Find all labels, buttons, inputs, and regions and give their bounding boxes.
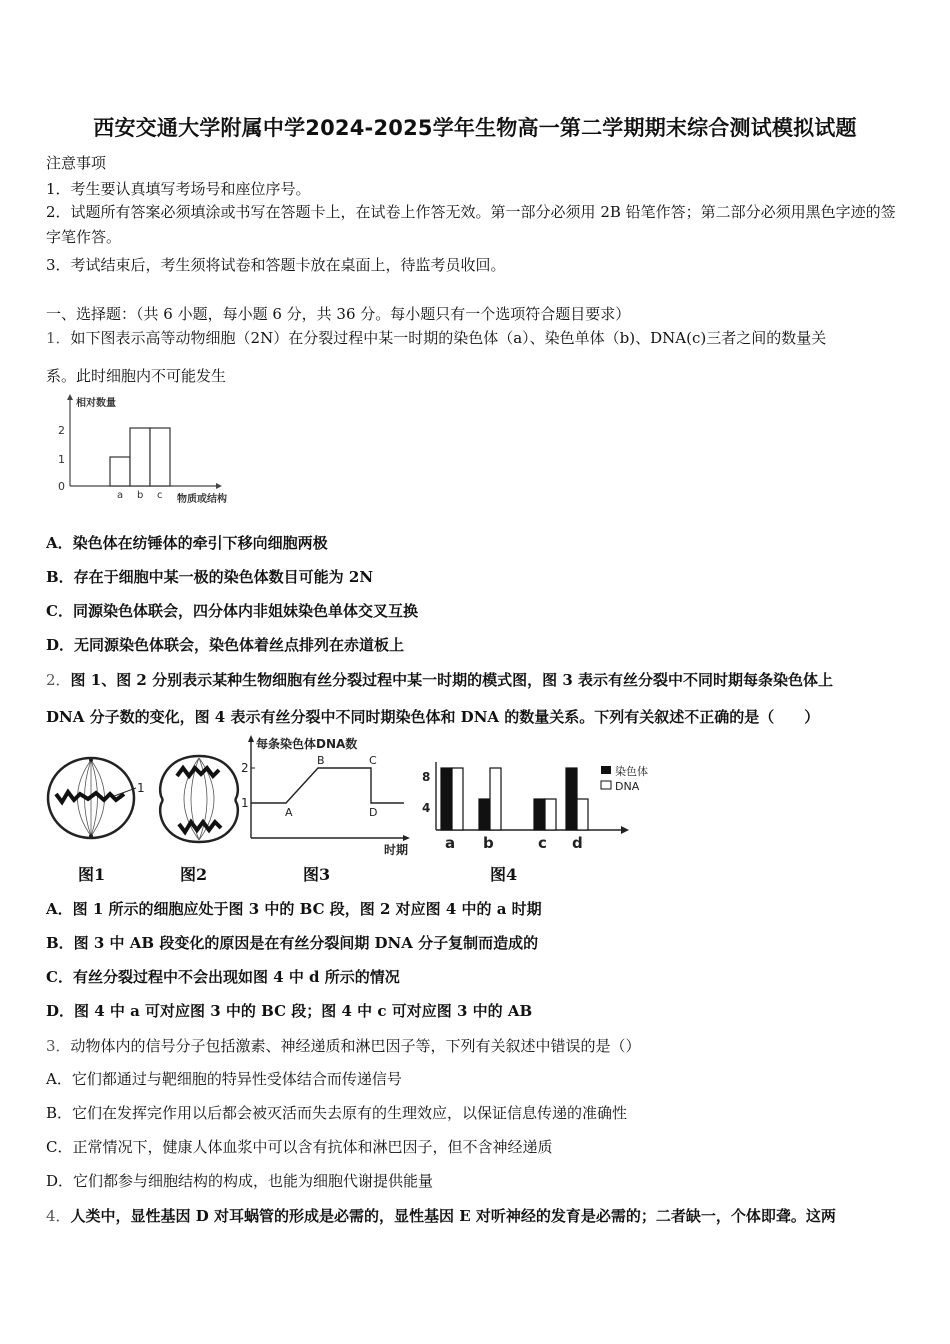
chart4-bar-a-chromosome [441,768,452,830]
chart3-series-line [251,768,404,803]
figure-2-cell [153,752,245,847]
chart3-y-arrow [248,735,254,742]
chart4-bar-c-dna [545,799,556,830]
question-3-number: 3． [46,1037,71,1055]
question-2-stem-2: DNA 分子数的变化，图 4 表示有丝分裂中不同时期染色体和 DNA 的数量关系。下列有关叙述不正确的是（ ） [46,708,820,726]
chart1-bar-a [110,457,130,486]
question-1-stem-2: 系。此时细胞内不可能发生 [46,367,227,385]
notice-item-2: 2．试题所有答案必须填涂或书写在答题卡上，在试卷上作答无效。第一部分必须用 2B 铅笔作答；第二部分必须用黑色字迹的签字笔作答。 [46,203,896,246]
fig1-centrosome-bottom [89,834,93,838]
fig1-marker: 1 [137,781,145,795]
chart3-point-d: D [369,806,378,819]
question-4-line [46,1205,836,1226]
figure-1-cell [44,752,154,847]
chart4-legend-dna: DNA [615,780,640,793]
chart4-legend-chromosome: 染色体 [615,765,648,778]
question-4-number: 4． [46,1207,71,1225]
question-1-number: 1． [46,329,71,347]
chart1-bar-c [150,428,170,486]
chart4-xtick-d: d [572,834,583,852]
question-1-option-a: A．染色体在纺锤体的牵引下移向细胞两极 [46,534,328,552]
question-3-option-a: A．它们都通过与靶细胞的特异性受体结合而传递信号 [46,1070,402,1088]
notice-heading: 注意事项 [46,154,107,172]
chart1-ylabel: 相对数量 [76,398,116,409]
question-2-stem-1: 图 1、图 2 分别表示某种生物细胞有丝分裂过程中某一时期的模式图，图 3 表示有丝分裂中不同时期每条染色体上 [70,671,833,689]
chart1-xtick-b: b [137,490,144,501]
chart4-xtick-c: c [538,834,547,852]
question-4-stem: 人类中，显性基因 D 对耳蜗管的形成是必需的，显性基因 E 对听神经的发育是必需的；二者缺一，个体即聋。这两 [70,1207,836,1225]
figure-4-bar-chart [418,760,668,856]
chart4-xtick-b: b [483,834,494,852]
figure-1-label: 图1 [78,865,106,884]
chart4-bar-b-dna [490,768,501,830]
chart1-bar-b [130,428,150,486]
chart4-ytick-4: 4 [422,801,431,815]
chart1-xtick-a: a [117,490,124,501]
figure-3-line-chart [238,732,418,860]
chart4-legend-swatch-dna [601,781,611,789]
chart3-ytick-1: 1 [241,796,249,810]
chart1-xtick-c: c [157,490,163,501]
chart4-bar-a-dna [452,768,463,830]
chart4-x-arrow [621,826,629,834]
question-2-option-b: B．图 3 中 AB 段变化的原因是在有丝分裂间期 DNA 分子复制而造成的 [46,934,539,952]
chart1-x-arrow [216,483,222,489]
figure-3-label: 图3 [303,865,331,884]
notice-item-1: 1．考生要认真填写考场号和座位序号。 [46,180,311,198]
question-3-line [46,1035,641,1056]
figure-q1-bar-chart [50,392,260,510]
question-3-option-d: D．它们都参与细胞结构的构成，也能为细胞代谢提供能量 [46,1172,434,1190]
question-2-number: 2． [46,671,71,689]
chart3-ytick-2: 2 [241,761,249,775]
chart4-bar-b-chromosome [479,799,490,830]
question-1-option-b: B．存在于细胞中某一极的染色体数目可能为 2N [46,568,374,586]
chart3-x-arrow [403,835,410,841]
chart3-point-c: C [369,754,377,767]
notice-item-3: 3．考试结束后，考生须将试卷和答题卡放在桌面上，待监考员收回。 [46,256,506,274]
chart1-ytick-2: 2 [58,424,65,437]
chart3-xlabel: 时期 [384,843,409,857]
question-2-option-d: D．图 4 中 a 可对应图 3 中的 BC 段；图 4 中 c 可对应图 3 中的 AB [46,1002,533,1020]
question-2-option-a: A．图 1 所示的细胞应处于图 3 中的 BC 段，图 2 对应图 4 中的 a 时期 [46,900,542,918]
chart3-point-b: B [317,754,325,767]
question-1-option-d: D．无同源染色体联会，染色体着丝点排列在赤道板上 [46,636,405,654]
fig1-centrosome-top [89,758,93,762]
question-2-option-c: C．有丝分裂过程中不会出现如图 4 中 d 所示的情况 [46,968,400,986]
chart4-bar-d-dna [577,799,588,830]
chart4-xtick-a: a [445,834,456,852]
chart3-ylabel: 每条染色体DNA数 [256,737,358,751]
question-3-option-c: C．正常情况下，健康人体血浆中可以含有抗体和淋巴因子，但不含神经递质 [46,1138,553,1156]
question-1-stem-1: 如下图表示高等动物细胞（2N）在分裂过程中某一时期的染色体（a）、染色单体（b)、DNA(c)三者之间的数量关 [70,329,827,347]
chart1-xlabel: 物质或结构 [177,494,227,505]
chart4-bar-c-chromosome [534,799,545,830]
question-1-option-c: C．同源染色体联会，四分体内非姐妹染色单体交叉互换 [46,602,418,620]
question-2-line-1 [46,669,833,690]
question-1-line-1 [46,327,826,348]
chart4-legend-swatch-chromosome [601,766,611,774]
section-heading: 一、选择题：（共 6 小题，每小题 6 分，共 36 分。每小题只有一个选项符合题目要求） [46,305,631,323]
chart4-ytick-8: 8 [422,770,431,784]
question-3-option-b: B．它们在发挥完作用以后都会被灭活而失去原有的生理效应，以保证信息传递的准确性 [46,1104,628,1122]
figure-2-label: 图2 [180,865,208,884]
chart3-point-a: A [285,806,293,819]
chart1-ytick-1: 1 [58,453,65,466]
question-3-stem: 动物体内的信号分子包括激素、神经递质和淋巴因子等，下列有关叙述中错误的是（） [70,1037,641,1055]
chart1-ytick-0: 0 [58,480,65,493]
page-title: 西安交通大学附属中学2024-2025学年生物高一第二学期期末综合测试模拟试题 [93,116,857,140]
chart4-bar-d-chromosome [566,768,577,830]
chart1-y-arrow [67,394,73,400]
figure-4-label: 图4 [490,865,518,884]
